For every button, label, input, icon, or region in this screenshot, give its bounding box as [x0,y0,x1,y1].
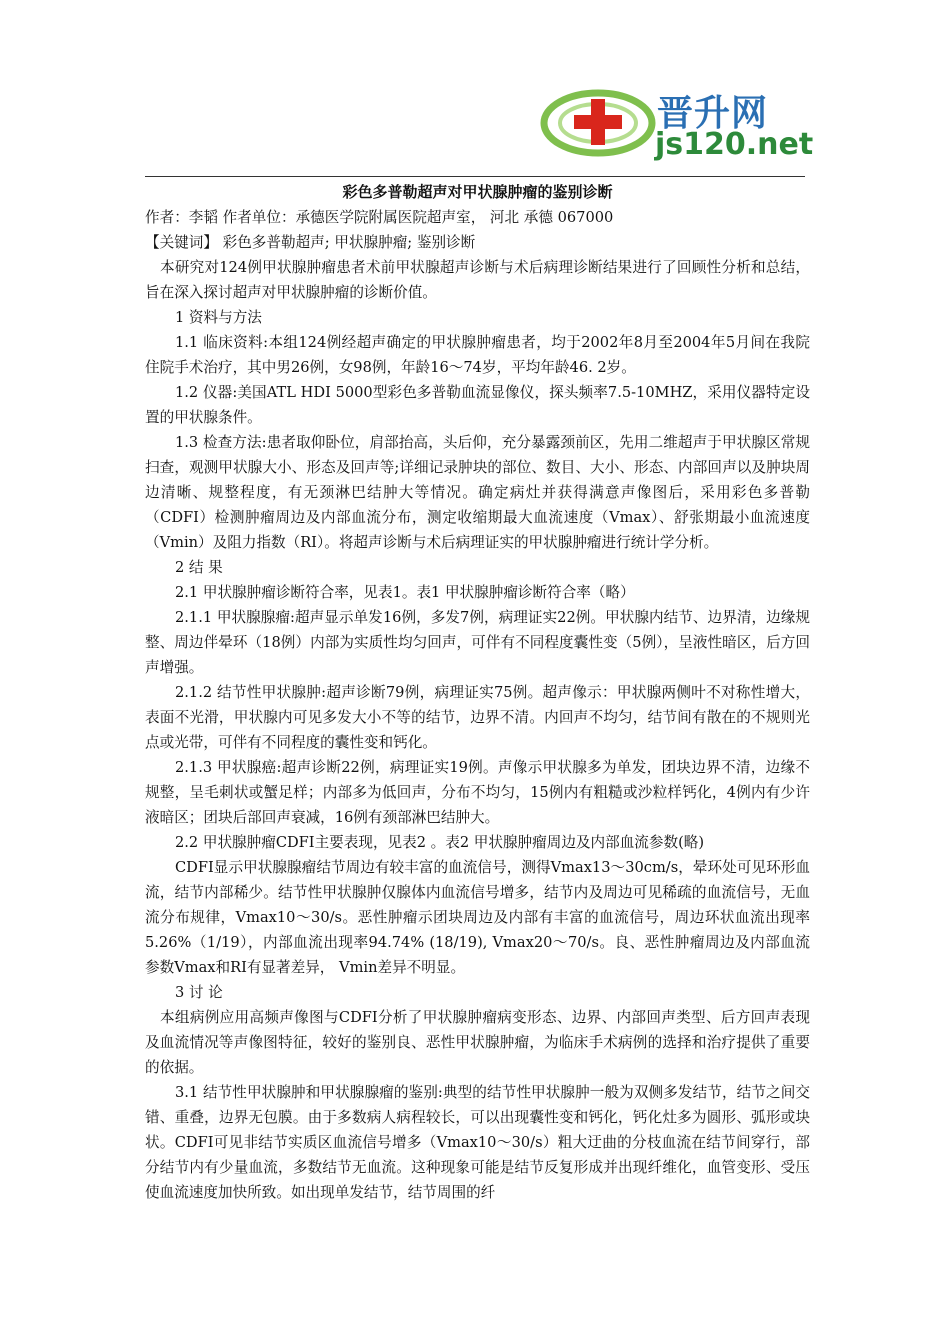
paragraph-2-1: 2.1 甲状腺肿瘤诊断符合率，见表1。表1 甲状腺肿瘤诊断符合率（略） [175,584,635,601]
paragraph-2-1-2: 2.1.2 结节性甲状腺肿:超声诊断79例，病理证实75例。超声像示：甲状腺两侧叶不对称性增大，表面不光滑，甲状腺内可见多发大小不等的结节，边界不清。内回声不均匀，结节间有散在的不规则光点或光带，可伴有不同程度的囊性变和钙化。 [145,684,810,751]
paragraph-discussion: 本组病例应用高频声像图与CDFI分析了甲状腺肿瘤病变形态、边界、内部回声类型、后方回声表现及血流情况等声像图特征，较好的鉴别良、恶性甲状腺肿瘤，为临床手术病例的选择和治疗提供了重要的依据。 [145,1009,810,1076]
paragraph-2-1-3: 2.1.3 甲状腺癌:超声诊断22例，病理证实19例。声像示甲状腺多为单发，团块边界不清，边缘不规整，呈毛刺状或蟹足样；内部多为低回声，分布不均匀，15例内有粗糙或沙粒样钙化，4例内有少许液暗区；团块后部回声衰减，16例有颈部淋巴结肿大。 [145,759,810,826]
paragraph-3-1: 3.1 结节性甲状腺肿和甲状腺腺瘤的鉴别:典型的结节性甲状腺肿一般为双侧多发结节，结节之间交错、重叠，边界无包膜。由于多数病人病程较长，可以出现囊性变和钙化，钙化灶多为圆形、弧形或块状。CDFI可见非结节实质区血流信号增多（Vmax10～30/s）粗大迂曲的分枝血流在结节间穿行，部分结节内有少量血流，多数结节无血流。这种现象可能是结节反复形成并出现纤维化，血管变形、受压使血流速度加快所致。如出现单发结节，结节周围的纤 [145,1084,810,1201]
logo-text-en: js120.net [655,127,814,162]
article-body [145,180,810,1205]
paragraph-intro: 本研究对124例甲状腺肿瘤患者术前甲状腺超声诊断与术后病理诊断结果进行了回顾性分析和总结，旨在深入探讨超声对甲状腺肿瘤的诊断价值。 [145,259,810,301]
section-heading-3: 3 讨 论 [175,984,223,1001]
section-heading-2: 2 结 果 [175,559,223,576]
paragraph-cdfi: CDFI显示甲状腺腺瘤结节周边有较丰富的血流信号，测得Vmax13～30cm/s，晕环处可见环形血流，结节内部稀少。结节性甲状腺肿仅腺体内血流信号增多，结节内及周边可见稀疏的血流信号，无血流分布规律，Vmax10～30/s。恶性肿瘤示团块周边及内部有丰富的血流信号，周边环状血流出现率5.26%（1/19），内部血流出现率94.74% (18/19), Vmax20～70/s。良、恶性肿瘤周边及内部血流参数Vmax和RI有显著差异， Vmin差异不明显。 [145,859,810,976]
site-logo [540,85,814,165]
section-heading-1: 1 资料与方法 [175,309,262,326]
paragraph-1-3: 1.3 检查方法:患者取仰卧位，肩部抬高，头后仰，充分暴露颈前区，先用二维超声于甲状腺区常规扫查，观测甲状腺大小、形态及回声等;详细记录肿块的部位、数目、大小、形态、内部回声以及肿块周边清晰、规整程度，有无颈淋巴结肿大等情况。确定病灶并获得满意声像图后，采用彩色多普勒（CDFI）检测肿瘤周边及内部血流分布，测定收缩期最大血流速度（Vmax）、舒张期最小血流速度（Vmin）及阻力指数（RI）。将超声诊断与术后病理证实的甲状腺肿瘤进行统计学分析。 [145,434,810,551]
author-line: 作者：李韬 作者单位：承德医学院附属医院超声室， 河北 承德 067000 [145,209,614,226]
header-divider [145,176,805,177]
logo-emblem-icon [540,85,660,165]
paragraph-2-1-1: 2.1.1 甲状腺腺瘤:超声显示单发16例，多发7例，病理证实22例。甲状腺内结节、边界清，边缘规整、周边伴晕环（18例）内部为实质性均匀回声，可伴有不同程度囊性变（5例），呈液性暗区，后方回声增强。 [145,609,810,676]
logo-text-cn: 晋升网 [657,93,769,134]
article-title: 彩色多普勒超声对甲状腺肿瘤的鉴别诊断 [342,183,613,201]
paragraph-1-2: 1.2 仪器:美国ATL HDI 5000型彩色多普勒血流显像仪，探头频率7.5-10MHZ，采用仪器特定设置的甲状腺条件。 [145,384,810,426]
paragraph-1-1: 1.1 临床资料:本组124例经超声确定的甲状腺肿瘤患者，均于2002年8月至2004年5月间在我院住院手术治疗，其中男26例，女98例，年龄16～74岁，平均年龄46. 2岁。 [145,334,810,376]
paragraph-2-2: 2.2 甲状腺肿瘤CDFI主要表现，见表2 。表2 甲状腺肿瘤周边及内部血流参数(略) [175,834,705,851]
keywords-line: 【关键词】 彩色多普勒超声; 甲状腺肿瘤; 鉴别诊断 [145,234,476,251]
